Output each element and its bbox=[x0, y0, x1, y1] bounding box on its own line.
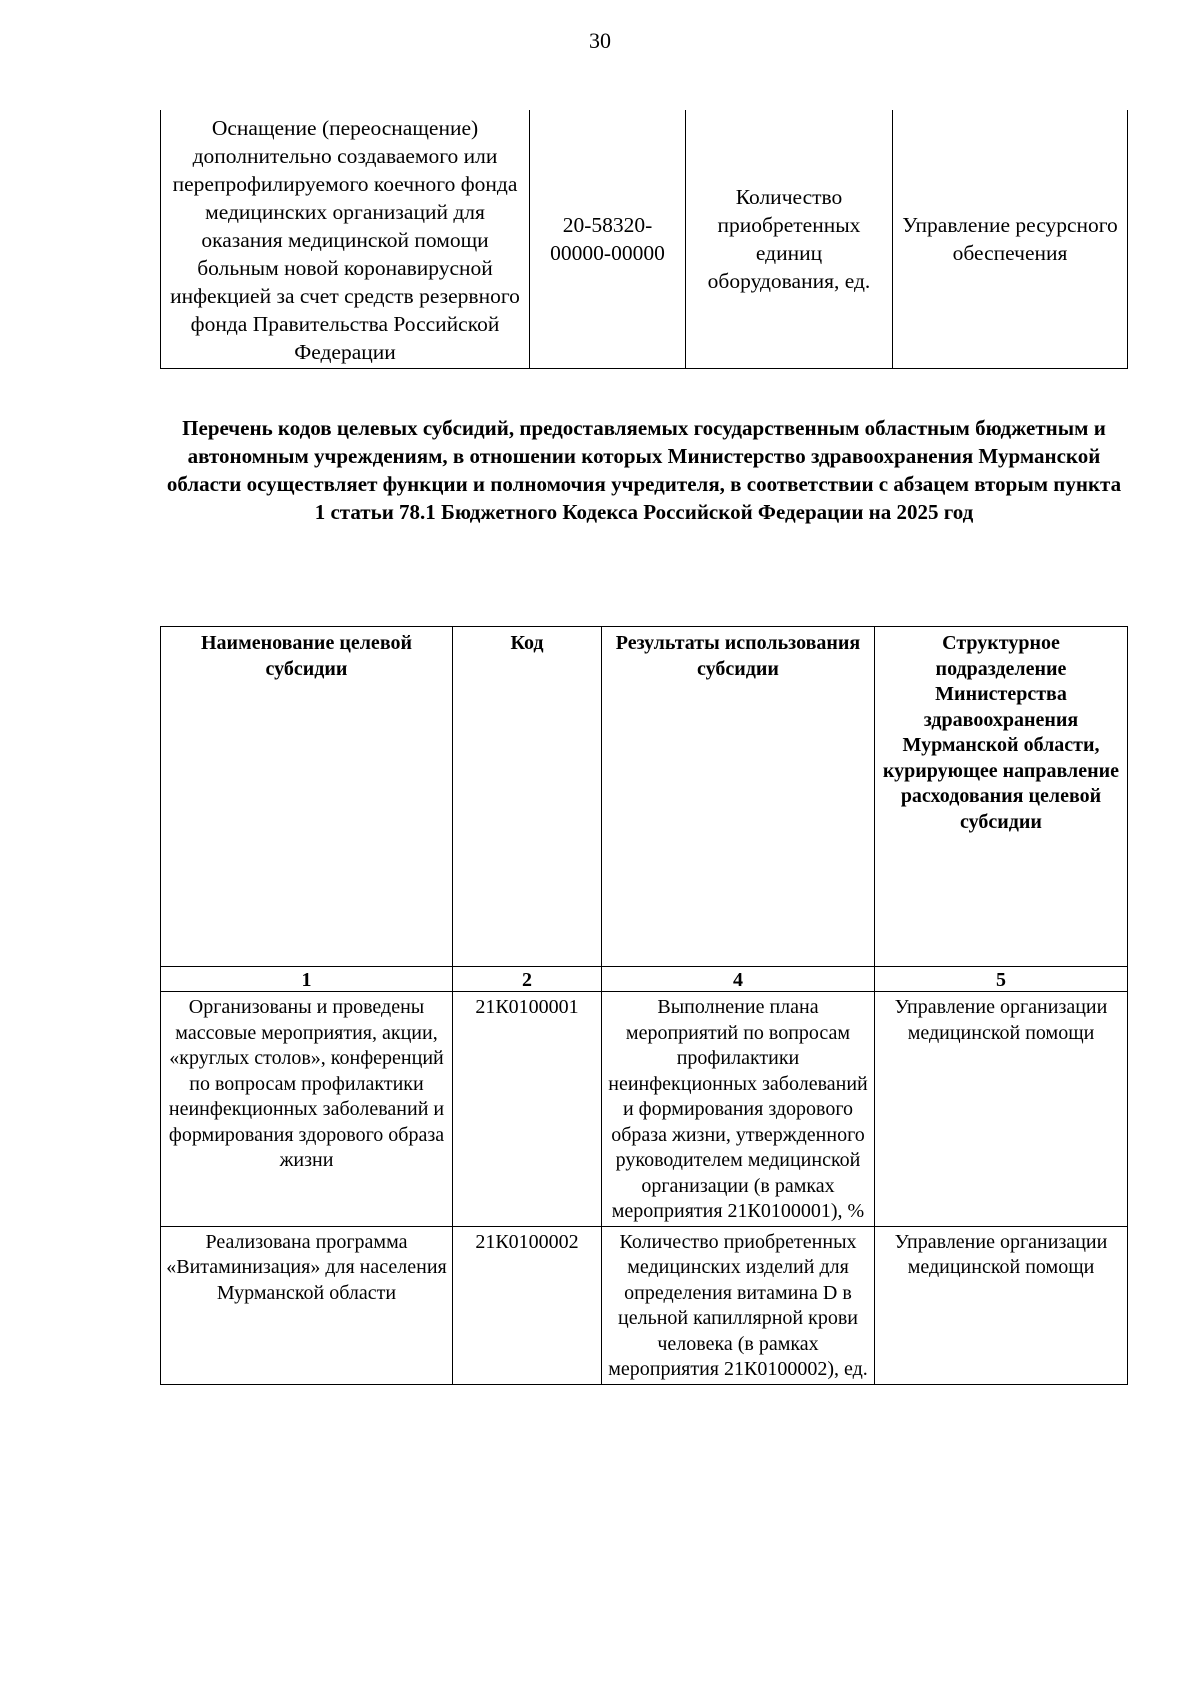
table-row bbox=[161, 110, 1128, 369]
cell-department: Управление ресурсного обеспечения bbox=[893, 110, 1128, 369]
page-number: 30 bbox=[589, 28, 611, 53]
cell-code: 21К0100001 bbox=[453, 992, 602, 1227]
header-code: Код bbox=[453, 627, 602, 967]
cell-code: 21К0100002 bbox=[453, 1226, 602, 1384]
cell-subsidy-name: Оснащение (переоснащение) дополнительно создаваемого или перепрофилируемого коечного фонда медицинских организаций для оказания медицинской помощи больным новой коронавирусной инфекцией за счет средств резервного фонда Правительства Российской Федерации bbox=[161, 110, 530, 369]
table-row bbox=[161, 1226, 1128, 1384]
column-number: 2 bbox=[453, 967, 602, 992]
table-header-row bbox=[161, 627, 1128, 967]
table-row bbox=[161, 992, 1128, 1227]
cell-department: Управление организации медицинской помощи bbox=[875, 992, 1128, 1227]
header-result: Результаты использования субсидии bbox=[602, 627, 875, 967]
cell-result: Выполнение плана мероприятий по вопросам профилактики неинфекционных заболеваний и формирования здорового образа жизни, утвержденного руководителем медицинской организации (в рамках мероприятия 21К0100001), % bbox=[602, 992, 875, 1227]
column-numbers-row bbox=[161, 967, 1128, 992]
subsidy-codes-table bbox=[160, 626, 1128, 1385]
cell-subsidy-name: Организованы и проведены массовые мероприятия, акции, «круглых столов», конференций по вопросам профилактики неинфекционных заболеваний и формирования здорового образа жизни bbox=[161, 992, 453, 1227]
column-number: 1 bbox=[161, 967, 453, 992]
section-heading: Перечень кодов целевых субсидий, предоставляемых государственным областным бюджетным и автономным учреждениям, в отношении которых Министерство здравоохранения Мурманской области осуществляет функции и полномочия учредителя, в соответствии с абзацем вторым пункта 1 статьи 78.1 Бюджетного Кодекса Российской Федерации на 2025 год bbox=[166, 416, 1122, 524]
continuation-table bbox=[160, 110, 1128, 369]
header-subsidy-name: Наименование целевой субсидии bbox=[161, 627, 453, 967]
cell-result: Количество приобретенных медицинских изделий для определения витамина D в цельной капиллярной крови человека (в рамках мероприятия 21К0100002), ед. bbox=[602, 1226, 875, 1384]
header-department: Структурное подразделение Министерства здравоохранения Мурманской области, курирующее направление расходования целевой субсидии bbox=[875, 627, 1128, 967]
column-number: 5 bbox=[875, 967, 1128, 992]
cell-subsidy-name: Реализована программа «Витаминизация» для населения Мурманской области bbox=[161, 1226, 453, 1384]
cell-result: Количество приобретенных единиц оборудования, ед. bbox=[686, 110, 893, 369]
cell-department: Управление организации медицинской помощи bbox=[875, 1226, 1128, 1384]
cell-code: 20-58320-00000-00000 bbox=[530, 110, 686, 369]
column-number: 4 bbox=[602, 967, 875, 992]
